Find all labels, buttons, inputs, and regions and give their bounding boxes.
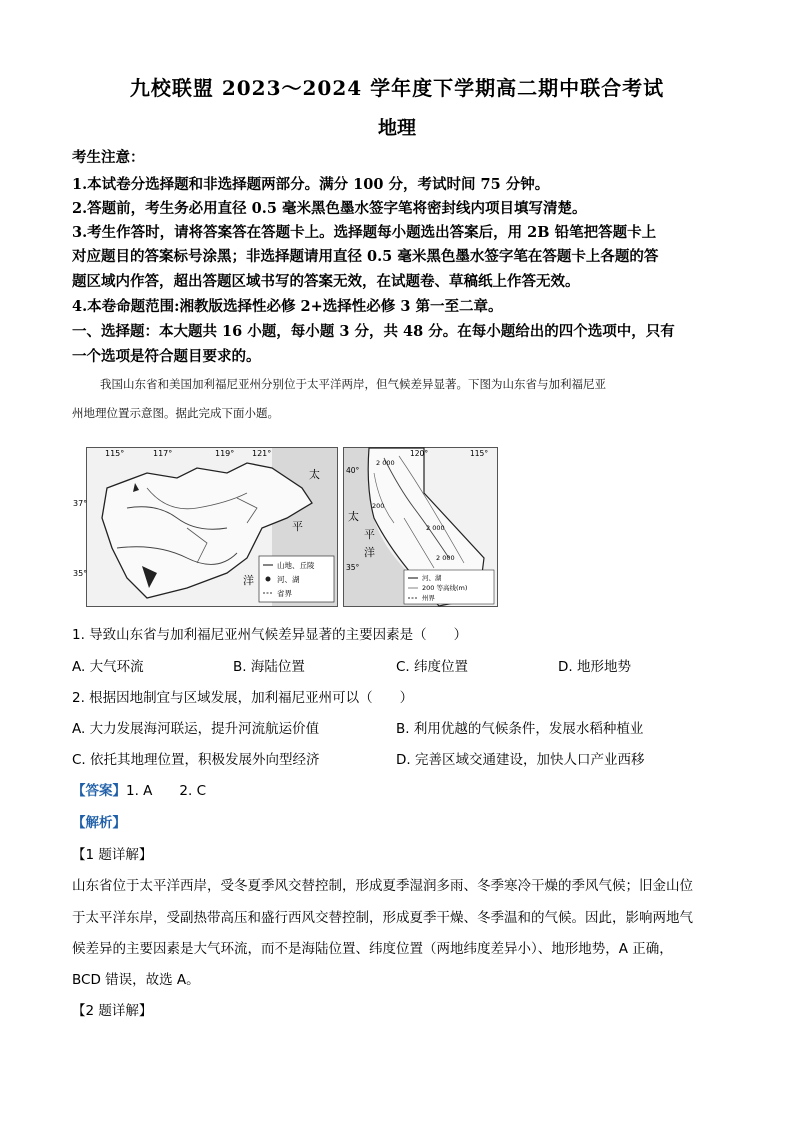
legend-item: 州界 bbox=[422, 594, 435, 602]
sea-label: 太 bbox=[348, 510, 359, 523]
legend-item: 河、湖 bbox=[422, 574, 442, 582]
notice-line: 3.考生作答时，请将答案答在答题卡上。选择题每小题选出答案后，用 2B 铅笔把答题卡上 bbox=[72, 224, 657, 241]
analysis-label: 【解析】 bbox=[72, 815, 126, 831]
lat-label: 37° bbox=[73, 499, 88, 508]
lon-label: 115° bbox=[470, 449, 489, 458]
lon-label: 121° bbox=[252, 449, 272, 458]
notice-line: 对应题目的答案标号涂黑；非选择题请用直径 0.5 毫米黑色墨水签字笔在答题卡上各题的答 bbox=[72, 248, 659, 265]
notice-line: 1.本试卷分选择题和非选择题两部分。满分 100 分，考试时间 75 分钟。 bbox=[72, 176, 550, 193]
analysis-heading bbox=[72, 811, 126, 831]
lat-label: 35° bbox=[346, 563, 360, 572]
detail-heading: 【1 题详解】 bbox=[72, 847, 153, 863]
shandong-map bbox=[73, 447, 338, 607]
exam-title: 九校联盟 2023～2024 学年度下学期高二期中联合考试 bbox=[129, 76, 665, 100]
lon-label: 119° bbox=[215, 449, 235, 458]
option-a: A. 大气环流 bbox=[72, 659, 144, 675]
subject-title: 地理 bbox=[377, 117, 416, 139]
lon-label: 115° bbox=[105, 449, 125, 458]
lon-label: 120° bbox=[410, 449, 429, 458]
contour-label: 200 bbox=[372, 502, 385, 510]
option-b: B. 利用优越的气候条件，发展水稻种植业 bbox=[396, 721, 644, 737]
notice-line: 2.答题前，考生务必用直径 0.5 毫米黑色墨水签字笔将密封线内项目填写清楚。 bbox=[72, 200, 587, 217]
answer-label: 【答案】 bbox=[72, 783, 126, 799]
option-d: D. 地形地势 bbox=[558, 659, 631, 675]
section-heading: 一、选择题：本大题共 16 小题，每小题 3 分，共 48 分。在每小题给出的四个选项中，只有 bbox=[72, 323, 675, 340]
sea-label: 洋 bbox=[243, 574, 254, 587]
detail-line: 候差异的主要因素是大气环流，而不是海陆位置、纬度位置（两地纬度差异小）、地形地势，A 正确， bbox=[72, 941, 673, 957]
legend-item: 河、湖 bbox=[277, 575, 300, 584]
option-c: C. 纬度位置 bbox=[396, 659, 469, 675]
question-stem: 1. 导致山东省与加利福尼亚州气候差异显著的主要因素是（ ） bbox=[72, 627, 468, 643]
intro-text: 我国山东省和美国加利福尼亚州分别位于太平洋两岸，但气候差异显著。下图为山东省与加利福尼亚 bbox=[100, 377, 606, 391]
detail-heading: 【2 题详解】 bbox=[72, 1003, 153, 1019]
sea-label: 平 bbox=[364, 528, 375, 541]
contour-label: 2 000 bbox=[426, 524, 445, 532]
legend-item: 省界 bbox=[277, 589, 292, 598]
notice-line: 题区域内作答，超出答题区域书写的答案无效，在试题卷、草稿纸上作答无效。 bbox=[72, 273, 580, 290]
sea-label: 太 bbox=[309, 468, 320, 481]
notice-line: 4.本卷命题范围:湘教版选择性必修 2+选择性必修 3 第一至二章。 bbox=[72, 298, 503, 315]
lon-label: 117° bbox=[153, 449, 173, 458]
california-map bbox=[343, 447, 498, 607]
answer-line bbox=[72, 779, 206, 799]
option-b: B. 海陆位置 bbox=[233, 659, 305, 675]
question-stem: 2. 根据因地制宜与区域发展，加利福尼亚州可以（ ） bbox=[72, 690, 414, 706]
sea-label: 平 bbox=[292, 520, 303, 533]
detail-line: 于太平洋东岸，受副热带高压和盛行西风交替控制，形成夏季干燥、冬季温和的气候。因此，影响两地气 bbox=[72, 910, 693, 926]
lat-label: 40° bbox=[346, 466, 360, 475]
sea-label: 洋 bbox=[364, 546, 375, 559]
detail-line: 山东省位于太平洋西岸，受冬夏季风交替控制，形成夏季湿润多雨、冬季寒冷干燥的季风气候；旧金山位 bbox=[72, 878, 693, 894]
answer-text: 1. A 2. C bbox=[126, 783, 207, 799]
contour-label: 2 000 bbox=[376, 459, 395, 467]
intro-text: 州地理位置示意图。据此完成下面小题。 bbox=[72, 406, 279, 420]
notice-heading: 考生注意： bbox=[72, 149, 145, 166]
lat-label: 35° bbox=[73, 569, 88, 578]
contour-label: 2 000 bbox=[436, 554, 455, 562]
option-c: C. 依托其地理位置，积极发展外向型经济 bbox=[72, 752, 320, 768]
detail-line: BCD 错误，故选 A。 bbox=[72, 972, 200, 988]
option-a: A. 大力发展海河联运，提升河流航运价值 bbox=[72, 721, 320, 737]
option-d: D. 完善区域交通建设，加快人口产业西移 bbox=[396, 752, 645, 768]
legend-item: 200 等高线(m) bbox=[422, 584, 468, 592]
section-heading-cont: 一个选项是符合题目要求的。 bbox=[72, 348, 261, 365]
legend-item: 山地、丘陵 bbox=[277, 561, 315, 570]
